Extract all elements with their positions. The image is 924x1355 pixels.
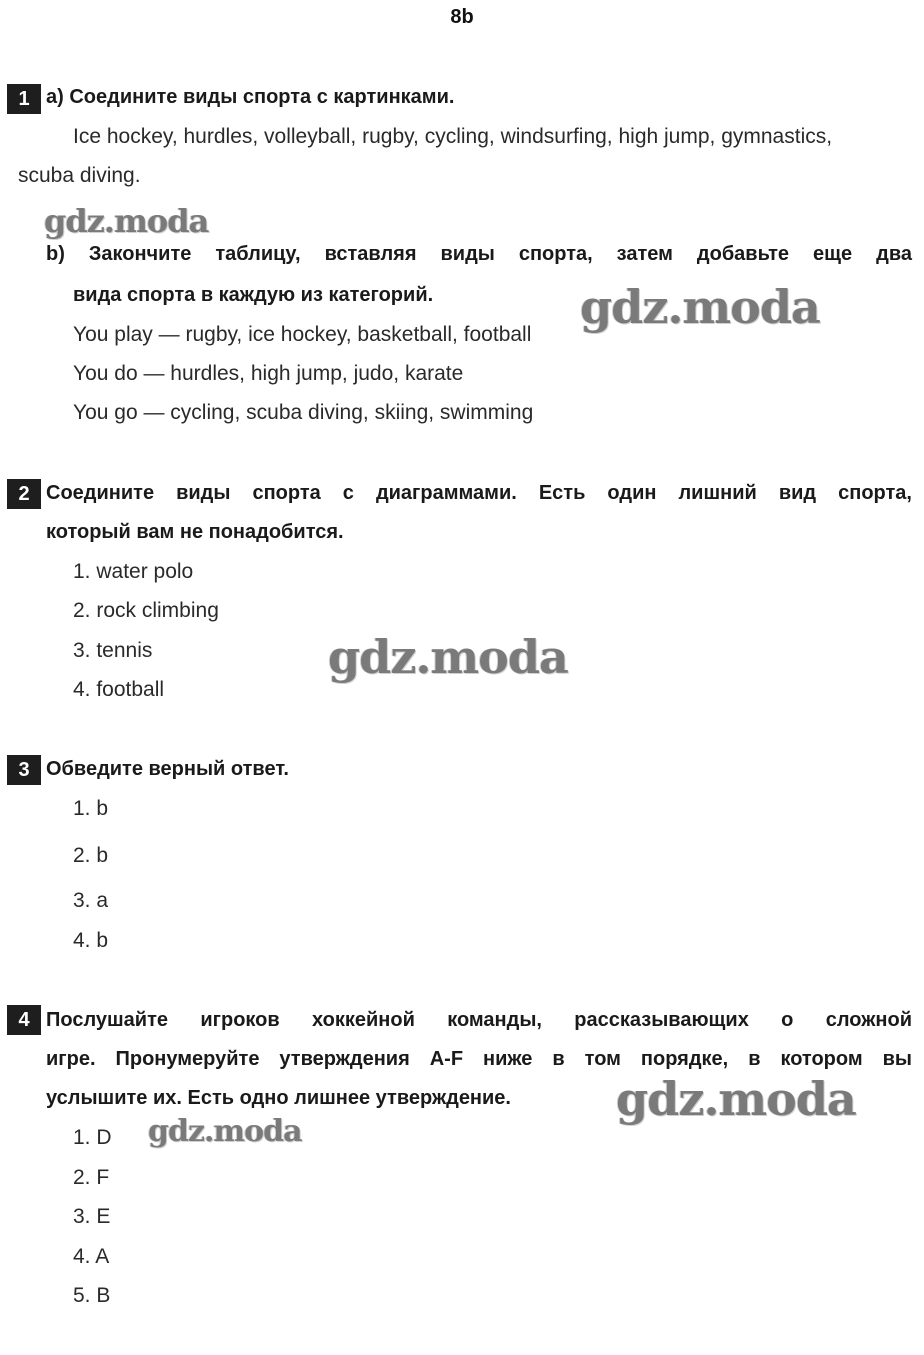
exercise-1a-sports-list-cont: scuba diving. (18, 164, 141, 187)
exercise-4-instruction-cont: игре. Пронумеруйте утверждения A-F ниже в том порядке, в котором вы (46, 1048, 912, 1070)
watermark: gdz.moda (148, 1114, 302, 1149)
exercise-3-number: 3 (7, 755, 41, 785)
exercise-1a-instruction: a) Соедините виды спорта с картинками. (46, 86, 455, 108)
exercise-4-instruction: Послушайте игроков хоккейной команды, рассказывающих о сложной (46, 1009, 912, 1031)
exercise-2-number: 2 (7, 479, 41, 509)
page-title: 8b (450, 6, 474, 28)
exercise-1b-answer: You play — rugby, ice hockey, basketball, football (73, 323, 532, 346)
exercise-4-answer: 2. F (73, 1166, 110, 1189)
exercise-3-answer: 1. b (73, 797, 109, 820)
exercise-2-answer: 4. football (73, 678, 165, 701)
exercise-3-answer: 4. b (73, 929, 109, 952)
exercise-2-answer: 3. tennis (73, 639, 153, 662)
exercise-1b-answer: You go — cycling, scuba diving, skiing, swimming (73, 401, 534, 424)
exercise-1b-instruction-cont: вида спорта в каждую из категорий. (73, 284, 434, 306)
watermark: gdz.moda (616, 1072, 856, 1126)
exercise-4-answer: 1. D (73, 1126, 112, 1149)
exercise-3-answer: 3. a (73, 889, 109, 912)
exercise-2-instruction-cont: который вам не понадобится. (46, 521, 344, 543)
exercise-4-answer: 4. A (73, 1245, 110, 1268)
exercise-2-answer: 1. water polo (73, 560, 194, 583)
watermark: gdz.moda (44, 202, 209, 240)
exercise-4-answer: 5. B (73, 1284, 111, 1307)
exercise-4-answer: 3. E (73, 1205, 111, 1228)
exercise-2-instruction: Соедините виды спорта с диаграммами. Есть один лишний вид спорта, (46, 482, 912, 504)
exercise-3-instruction: Обведите верный ответ. (46, 758, 289, 780)
exercise-4-number: 4 (7, 1005, 41, 1035)
exercise-1b-answer: You do — hurdles, high jump, judo, karate (73, 362, 464, 385)
watermark: gdz.moda (580, 280, 820, 334)
watermark: gdz.moda (328, 630, 568, 684)
exercise-4-instruction-cont: услышите их. Есть одно лишнее утверждение. (46, 1087, 511, 1109)
exercise-1b-instruction: b) Закончите таблицу, вставляя виды спорта, затем добавьте еще два (46, 243, 912, 265)
exercise-1-number: 1 (7, 84, 41, 114)
exercise-2-answer: 2. rock climbing (73, 599, 219, 622)
exercise-3-answer: 2. b (73, 844, 109, 867)
exercise-1a-sports-list: Ice hockey, hurdles, volleyball, rugby, cycling, windsurfing, high jump, gymnastics, (73, 125, 833, 148)
